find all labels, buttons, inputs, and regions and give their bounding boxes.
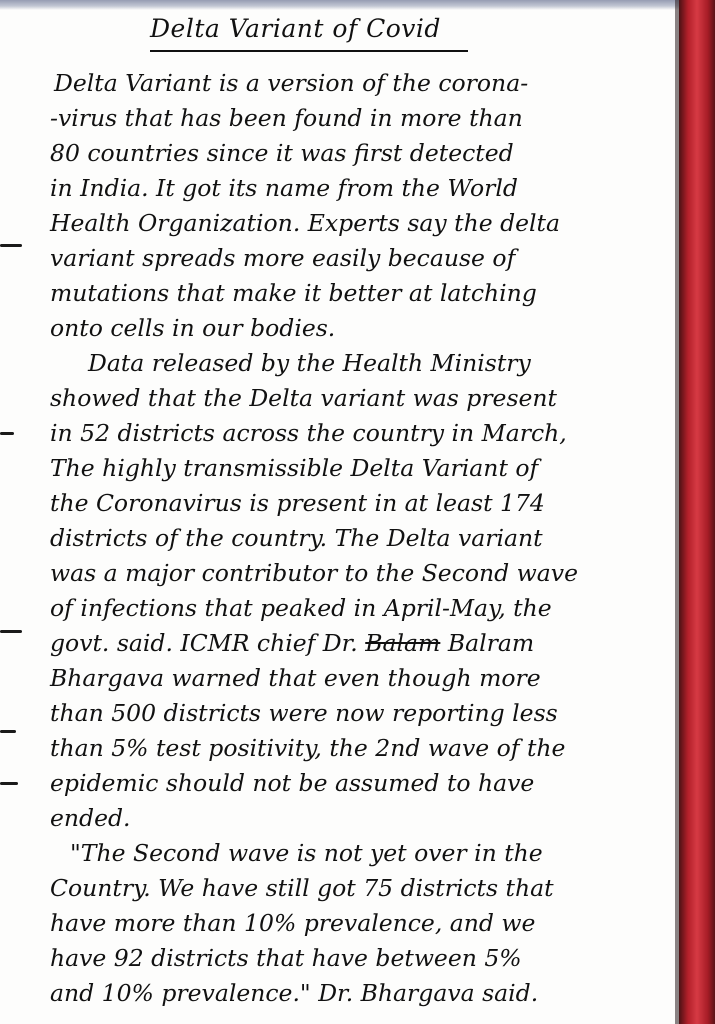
text-line: 80 countries since it was first detected xyxy=(50,139,514,167)
text-line: "The Second wave is not yet over in the xyxy=(70,839,543,867)
text-line: -virus that has been found in more than xyxy=(50,104,523,132)
page-title: Delta Variant of Covid xyxy=(150,14,441,43)
text-line: Data released by the Health Ministry xyxy=(88,349,531,377)
text-line: Country. We have still got 75 districts that xyxy=(50,874,554,902)
text-line: than 5% test positivity, the 2nd wave of the xyxy=(50,734,566,762)
text-line: was a major contributor to the Second wave xyxy=(50,559,578,587)
text-line: in India. It got its name from the World xyxy=(50,174,518,202)
text-line: the Coronavirus is present in at least 174 xyxy=(50,489,545,517)
text-line: have more than 10% prevalence, and we xyxy=(50,909,536,937)
text-line: of infections that peaked in April-May, the xyxy=(50,594,552,622)
text-line-with-correction xyxy=(50,629,535,657)
text-line: onto cells in our bodies. xyxy=(50,314,336,342)
text-line: epidemic should not be assumed to have xyxy=(50,769,535,797)
text-line: Health Organization. Experts say the delta xyxy=(50,209,561,237)
text-line: than 500 districts were now reporting less xyxy=(50,699,558,727)
text-line: mutations that make it better at latching xyxy=(50,279,537,307)
text-line: in 52 districts across the country in March, xyxy=(50,419,567,447)
text-line: and 10% prevalence." Dr. Bhargava said. xyxy=(50,979,539,1007)
text-line: The highly transmissible Delta Variant of xyxy=(50,454,539,482)
correction-word: Balram xyxy=(447,629,535,657)
text-line: districts of the country. The Delta variant xyxy=(50,524,543,552)
red-notebook-binding xyxy=(679,0,715,1024)
text-line: have 92 districts that have between 5% xyxy=(50,944,522,972)
line-text: govt. said. ICMR chief Dr. xyxy=(50,629,358,657)
struck-word: Balam xyxy=(365,629,441,657)
text-line: Delta Variant is a version of the corona- xyxy=(54,69,529,97)
text-line: variant spreads more easily because of xyxy=(50,244,516,272)
text-line: Bhargava warned that even though more xyxy=(50,664,541,692)
text-line: showed that the Delta variant was present xyxy=(50,384,558,412)
title-underline xyxy=(150,50,468,52)
text-line: ended. xyxy=(50,804,131,832)
